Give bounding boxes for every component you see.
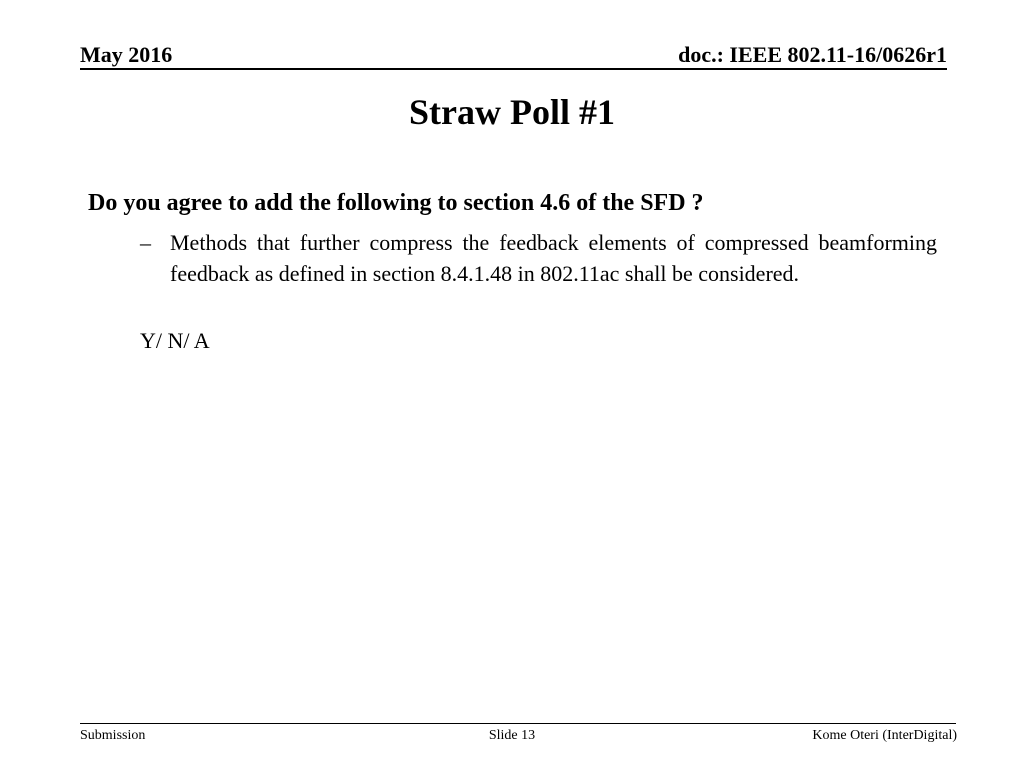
bullet-text: Methods that further compress the feedback elements of compressed beamforming feedback as defined in section 8.4.1.48 in 802.11ac shall be considered.: [170, 230, 937, 286]
footer-author: Kome Oteri (InterDigital): [812, 728, 957, 743]
footer-divider: [80, 723, 956, 724]
slide-title: Straw Poll #1: [409, 92, 615, 132]
header-doc-id: doc.: IEEE 802.11-16/0626r1: [678, 42, 947, 67]
footer-slide-number: Slide 13: [488, 728, 536, 743]
header-divider: [80, 68, 947, 70]
poll-question: Do you agree to add the following to section 4.6 of the SFD ?: [88, 190, 704, 216]
footer-submission: Submission: [80, 728, 146, 743]
header-date: May 2016: [80, 42, 173, 67]
bullet-dash: –: [140, 230, 151, 255]
answer-options: Y/ N/ A: [140, 328, 210, 353]
